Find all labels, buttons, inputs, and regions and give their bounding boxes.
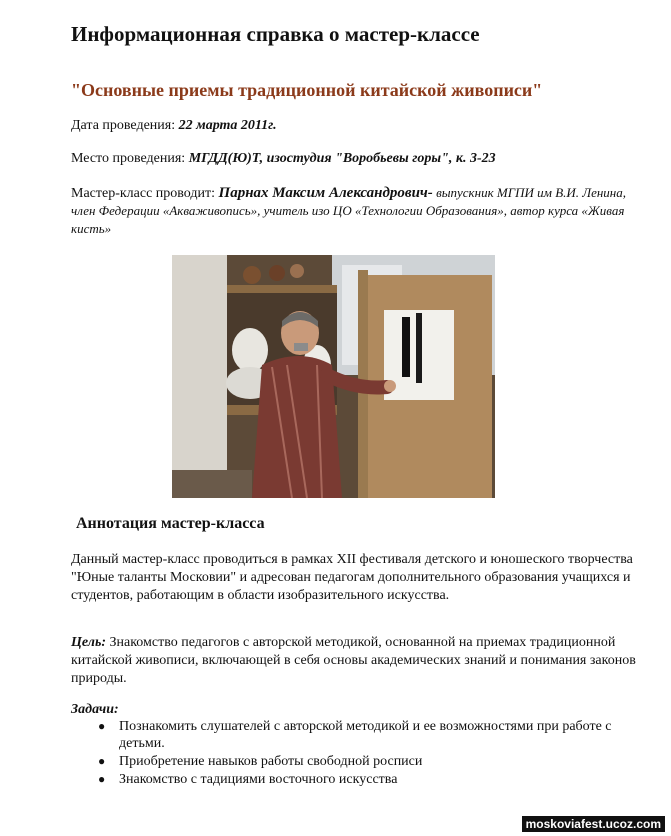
list-item [98, 718, 658, 752]
place-label: Место проведения: [71, 151, 189, 166]
date-line [71, 118, 277, 134]
bullet-icon: ● [98, 772, 106, 786]
annotation-text: Данный мастер-класс проводиться в рамках XII фестиваля детского и юношеского творчества "Юные таланты Московии" и адресован педагогам дополнительного образования учащихся и студентов, работающим в области изобразительного искусства. [71, 552, 633, 603]
task-text: Познакомить слушателей с авторской методикой и ее возможностями при работе с детьми. [119, 719, 612, 751]
goal-label: Цель: [71, 635, 106, 650]
annotation-heading: Аннотация мастер-класса [76, 515, 265, 532]
lecturer-description: выпускник МГПИ им В.И. Ленина, член Федерации «Акваживопись», учитель изо ЦО «Технологии Образования», автор курса «Живая кисть» [71, 185, 627, 236]
bullet-icon: ● [98, 754, 106, 768]
list-item [98, 753, 658, 770]
page-title: Информационная справка о мастер-классе [71, 22, 480, 46]
lecturer-name: Парнах Максим Александрович- [218, 185, 433, 201]
goal-paragraph [71, 634, 646, 688]
date-value: 22 марта 2011г. [178, 118, 277, 133]
tasks-label: Задачи: [71, 702, 119, 717]
masterclass-subtitle: "Основные приемы традиционной китайской живописи" [71, 80, 543, 100]
place-value: МГДД(Ю)Т, изостудия "Воробьевы горы", к. 3-23 [188, 151, 496, 166]
bullet-icon: ● [98, 719, 106, 733]
site-watermark: moskoviafest.ucoz.com [522, 816, 665, 832]
artist-photo [172, 255, 495, 498]
place-line [71, 151, 496, 167]
tasks-list [98, 718, 658, 789]
goal-text: Знакомство педагогов с авторской методикой, основанной на приемах традиционной китайской живописи, включающей в себя основы академических знаний и понимания законов природы. [71, 635, 636, 686]
lecturer-label: Мастер-класс проводит: [71, 186, 219, 201]
task-text: Приобретение навыков работы свободной росписи [119, 754, 423, 769]
task-text: Знакомство с тадициями восточного искусства [119, 772, 398, 787]
lecturer-info [71, 184, 651, 238]
list-item [98, 771, 658, 788]
date-label: Дата проведения: [71, 118, 179, 133]
